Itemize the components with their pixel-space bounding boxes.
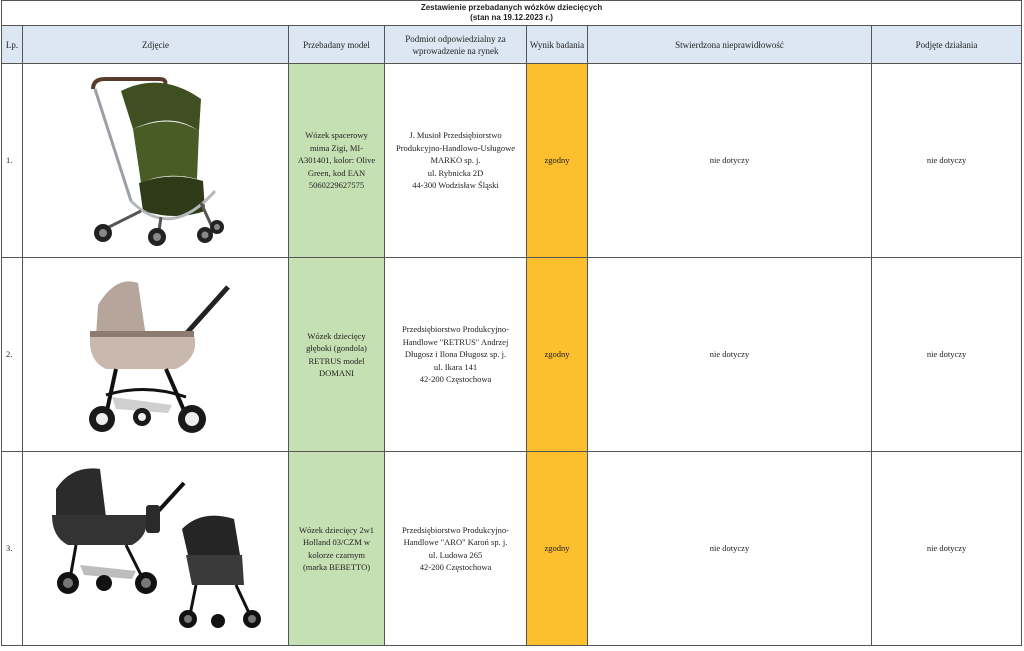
header-irregularity: Stwierdzona nieprawidłowość — [588, 26, 872, 64]
header-entity: Podmiot odpowiedzialny za wprowadzenie na rynek — [385, 26, 527, 64]
row-result: zgodny — [527, 452, 588, 646]
row-actions: nie dotyczy — [872, 258, 1022, 452]
table-row — [2, 452, 1022, 646]
row-irregularity: nie dotyczy — [588, 452, 872, 646]
row-entity: Przedsiębiorstwo Produkcyjno- Handlowe "ARO" Karoń sp. j. ul. Ludowa 265 42-200 Częstochowa — [385, 452, 527, 646]
stroller-report-table — [1, 0, 1021, 651]
header-lp: Lp. — [2, 26, 23, 64]
stroller-2in1-black-icon — [46, 459, 266, 639]
row-actions: nie dotyczy — [872, 452, 1022, 646]
row-photo — [23, 64, 289, 258]
header-model: Przebadany model — [289, 26, 385, 64]
row-result: zgodny — [527, 258, 588, 452]
row-irregularity: nie dotyczy — [588, 64, 872, 258]
row-entity: Przedsiębiorstwo Produkcyjno- Handlowe "RETRUS" Andrzej Długosz i Ilona Długosz sp. j. ul. Ikara 141 42-200 Częstochowa — [385, 258, 527, 452]
stroller-olive-green-icon — [81, 71, 231, 251]
row-lp: 1. — [2, 64, 23, 258]
row-photo — [23, 452, 289, 646]
row-model: Wózek dziecięcy 2w1 Holland 03/CZM w kolorze czarnym (marka BEBETTO) — [289, 452, 385, 646]
pram-bassinet-beige-icon — [76, 265, 236, 445]
table-title — [2, 1, 1022, 26]
row-lp: 3. — [2, 452, 23, 646]
table-row — [2, 64, 1022, 258]
row-lp: 2. — [2, 258, 23, 452]
row-model: Wózek dziecięcy głęboki (gondola) RETRUS model DOMANI — [289, 258, 385, 452]
header-result: Wynik badania — [527, 26, 588, 64]
row-result: zgodny — [527, 64, 588, 258]
header-row — [2, 26, 1022, 64]
row-photo — [23, 258, 289, 452]
header-photo: Zdjęcie — [23, 26, 289, 64]
row-irregularity: nie dotyczy — [588, 258, 872, 452]
header-actions: Podjęte działania — [872, 26, 1022, 64]
row-actions: nie dotyczy — [872, 64, 1022, 258]
title-line-1: Zestawienie przebadanych wózków dziecięcych — [420, 3, 603, 12]
results-table — [1, 0, 1022, 646]
row-entity: J. Musioł Przedsiębiorstwo Produkcyjno-Handlowo-Usługowe MARKO sp. j. ul. Rybnicka 2D 44-300 Wodzisław Śląski — [385, 64, 527, 258]
title-line-2: (stan na 19.12.2023 r.) — [470, 13, 553, 22]
row-model: Wózek spacerowy mima Zigi, MI-A301401, kolor: Olive Green, kod EAN 5060229627575 — [289, 64, 385, 258]
table-row — [2, 258, 1022, 452]
